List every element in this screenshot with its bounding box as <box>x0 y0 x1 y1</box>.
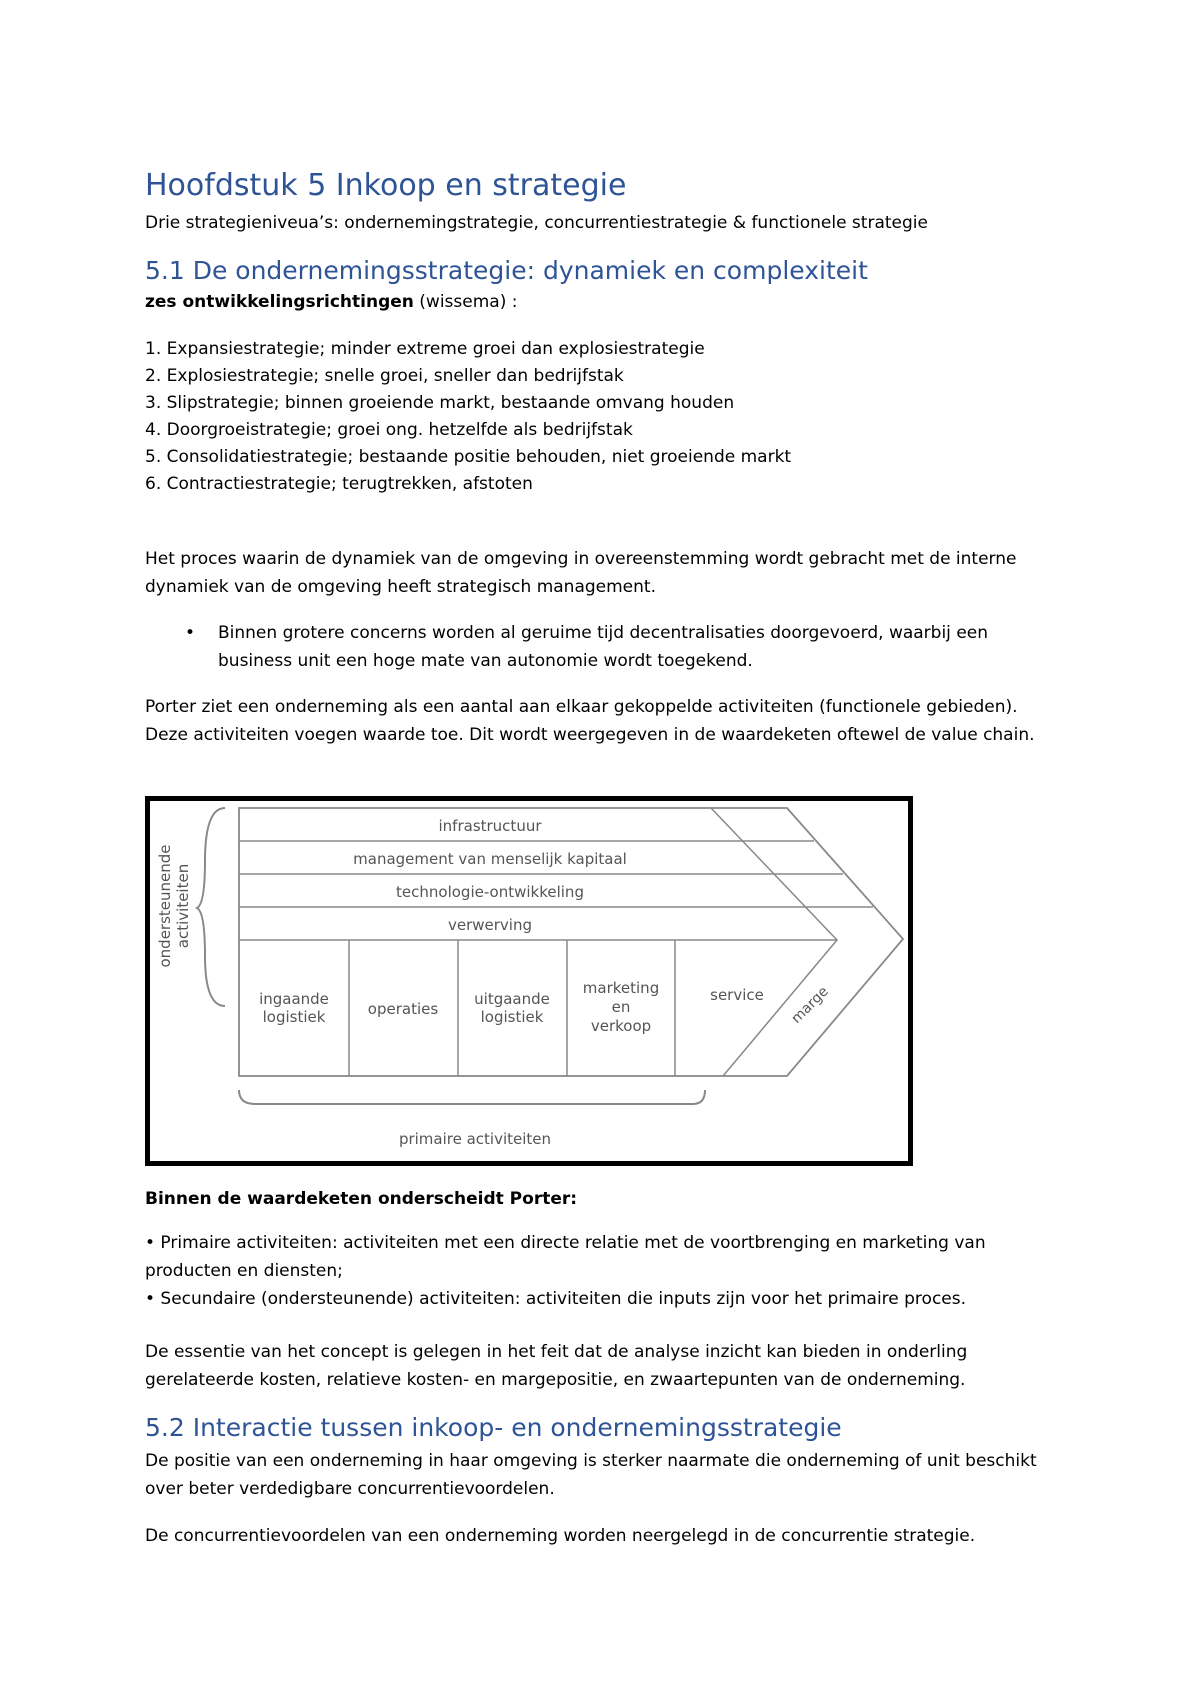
bullet-text: Binnen grotere concerns worden al geruime tijd decentralisaties doorgevoerd, waarbij een business unit een hoge mate van autonomie wordt toegekend. <box>218 623 989 671</box>
concerns-bullet <box>145 619 1065 675</box>
support-label-1: ondersteunende <box>156 844 174 968</box>
primary-uitgaande-2: logistiek <box>480 1008 544 1026</box>
list-item: 3. Slipstrategie; binnen groeiende markt, bestaande omvang houden <box>145 393 735 413</box>
primary-marketing-1: marketing <box>582 979 660 997</box>
list-item: 6. Contractiestrategie; terugtrekken, afstoten <box>145 474 533 494</box>
subtitle-bold: zes ontwikkelingsrichtingen <box>145 292 414 312</box>
support-row-verwerving: verwerving <box>447 916 533 934</box>
strategy-list <box>145 336 1065 498</box>
bullet-icon: • <box>185 623 196 643</box>
subtitle-rest: (wissema) : <box>413 292 518 312</box>
primary-marketing-3: verkoop <box>590 1017 652 1035</box>
support-row-technologie: technologie-ontwikkeling <box>396 883 584 901</box>
page-title: Hoofdstuk 5 Inkoop en strategie <box>145 168 627 203</box>
list-item: 5. Consolidatiestrategie; bestaande positie behouden, niet groeiende markt <box>145 447 792 467</box>
list-item: 1. Expansiestrategie; minder extreme groei dan explosiestrategie <box>145 339 705 359</box>
primary-marketing-2: en <box>611 998 631 1016</box>
support-row-hrm: management van menselijk kapitaal <box>353 850 627 868</box>
intro-text: Drie strategieniveua’s: ondernemingstrategie, concurrentiestrategie & functionele strategie <box>145 213 928 233</box>
section-2-para-1: De positie van een onderneming in haar omgeving is sterker naarmate die onderneming of unit beschikt over beter verdedigbare concurrentievoordelen. <box>145 1451 1037 1499</box>
section-1-subtitle <box>145 289 1065 316</box>
process-paragraph: Het proces waarin de dynamiek van de omgeving in overeenstemming wordt gebracht met de interne dynamiek van de omgeving heeft strategisch management. <box>145 549 1017 597</box>
section-1-title: 5.1 De ondernemingsstrategie: dynamiek en complexiteit <box>145 256 868 285</box>
section-2-para-2: De concurrentievoordelen van een onderneming worden neergelegd in de concurrentie strategie. <box>145 1526 976 1546</box>
porter-bullet-secondary: • Secundaire (ondersteunende) activiteiten: activiteiten die inputs zijn voor het primaire proces. <box>145 1289 967 1309</box>
primary-uitgaande-1: uitgaande <box>474 990 550 1008</box>
value-chain-diagram <box>145 796 913 1166</box>
list-item: 4. Doorgroeistrategie; groei ong. hetzelfde als bedrijfstak <box>145 420 633 440</box>
porter-paragraph: Porter ziet een onderneming als een aantal aan elkaar gekoppelde activiteiten (functionele gebieden). Deze activiteiten voegen waarde toe. Dit wordt weergegeven in de waardeketen oftewel de value chain. <box>145 697 1035 745</box>
porter-distinction-heading: Binnen de waardeketen onderscheidt Porter: <box>145 1189 578 1209</box>
primary-operaties: operaties <box>367 1000 439 1018</box>
section-2-title: 5.2 Interactie tussen inkoop- en ondernemingsstrategie <box>145 1413 842 1442</box>
porter-bullet-primary: • Primaire activiteiten: activiteiten met een directe relatie met de voortbrenging en marketing van producten en diensten; <box>145 1233 986 1281</box>
support-row-infrastructuur: infrastructuur <box>438 817 542 835</box>
margin-label: marge <box>788 983 832 1027</box>
support-label-2: activiteiten <box>174 863 192 949</box>
primary-ingaande-2: logistiek <box>262 1008 326 1026</box>
primary-service: service <box>710 986 764 1004</box>
primary-ingaande-1: ingaande <box>259 990 329 1008</box>
primary-label: primaire activiteiten <box>398 1130 552 1148</box>
list-item: 2. Explosiestrategie; snelle groei, sneller dan bedrijfstak <box>145 366 624 386</box>
essence-paragraph: De essentie van het concept is gelegen in het feit dat de analyse inzicht kan bieden in onderling gerelateerde kosten, relatieve kosten- en margepositie, en zwaartepunten van de onderneming. <box>145 1342 968 1390</box>
